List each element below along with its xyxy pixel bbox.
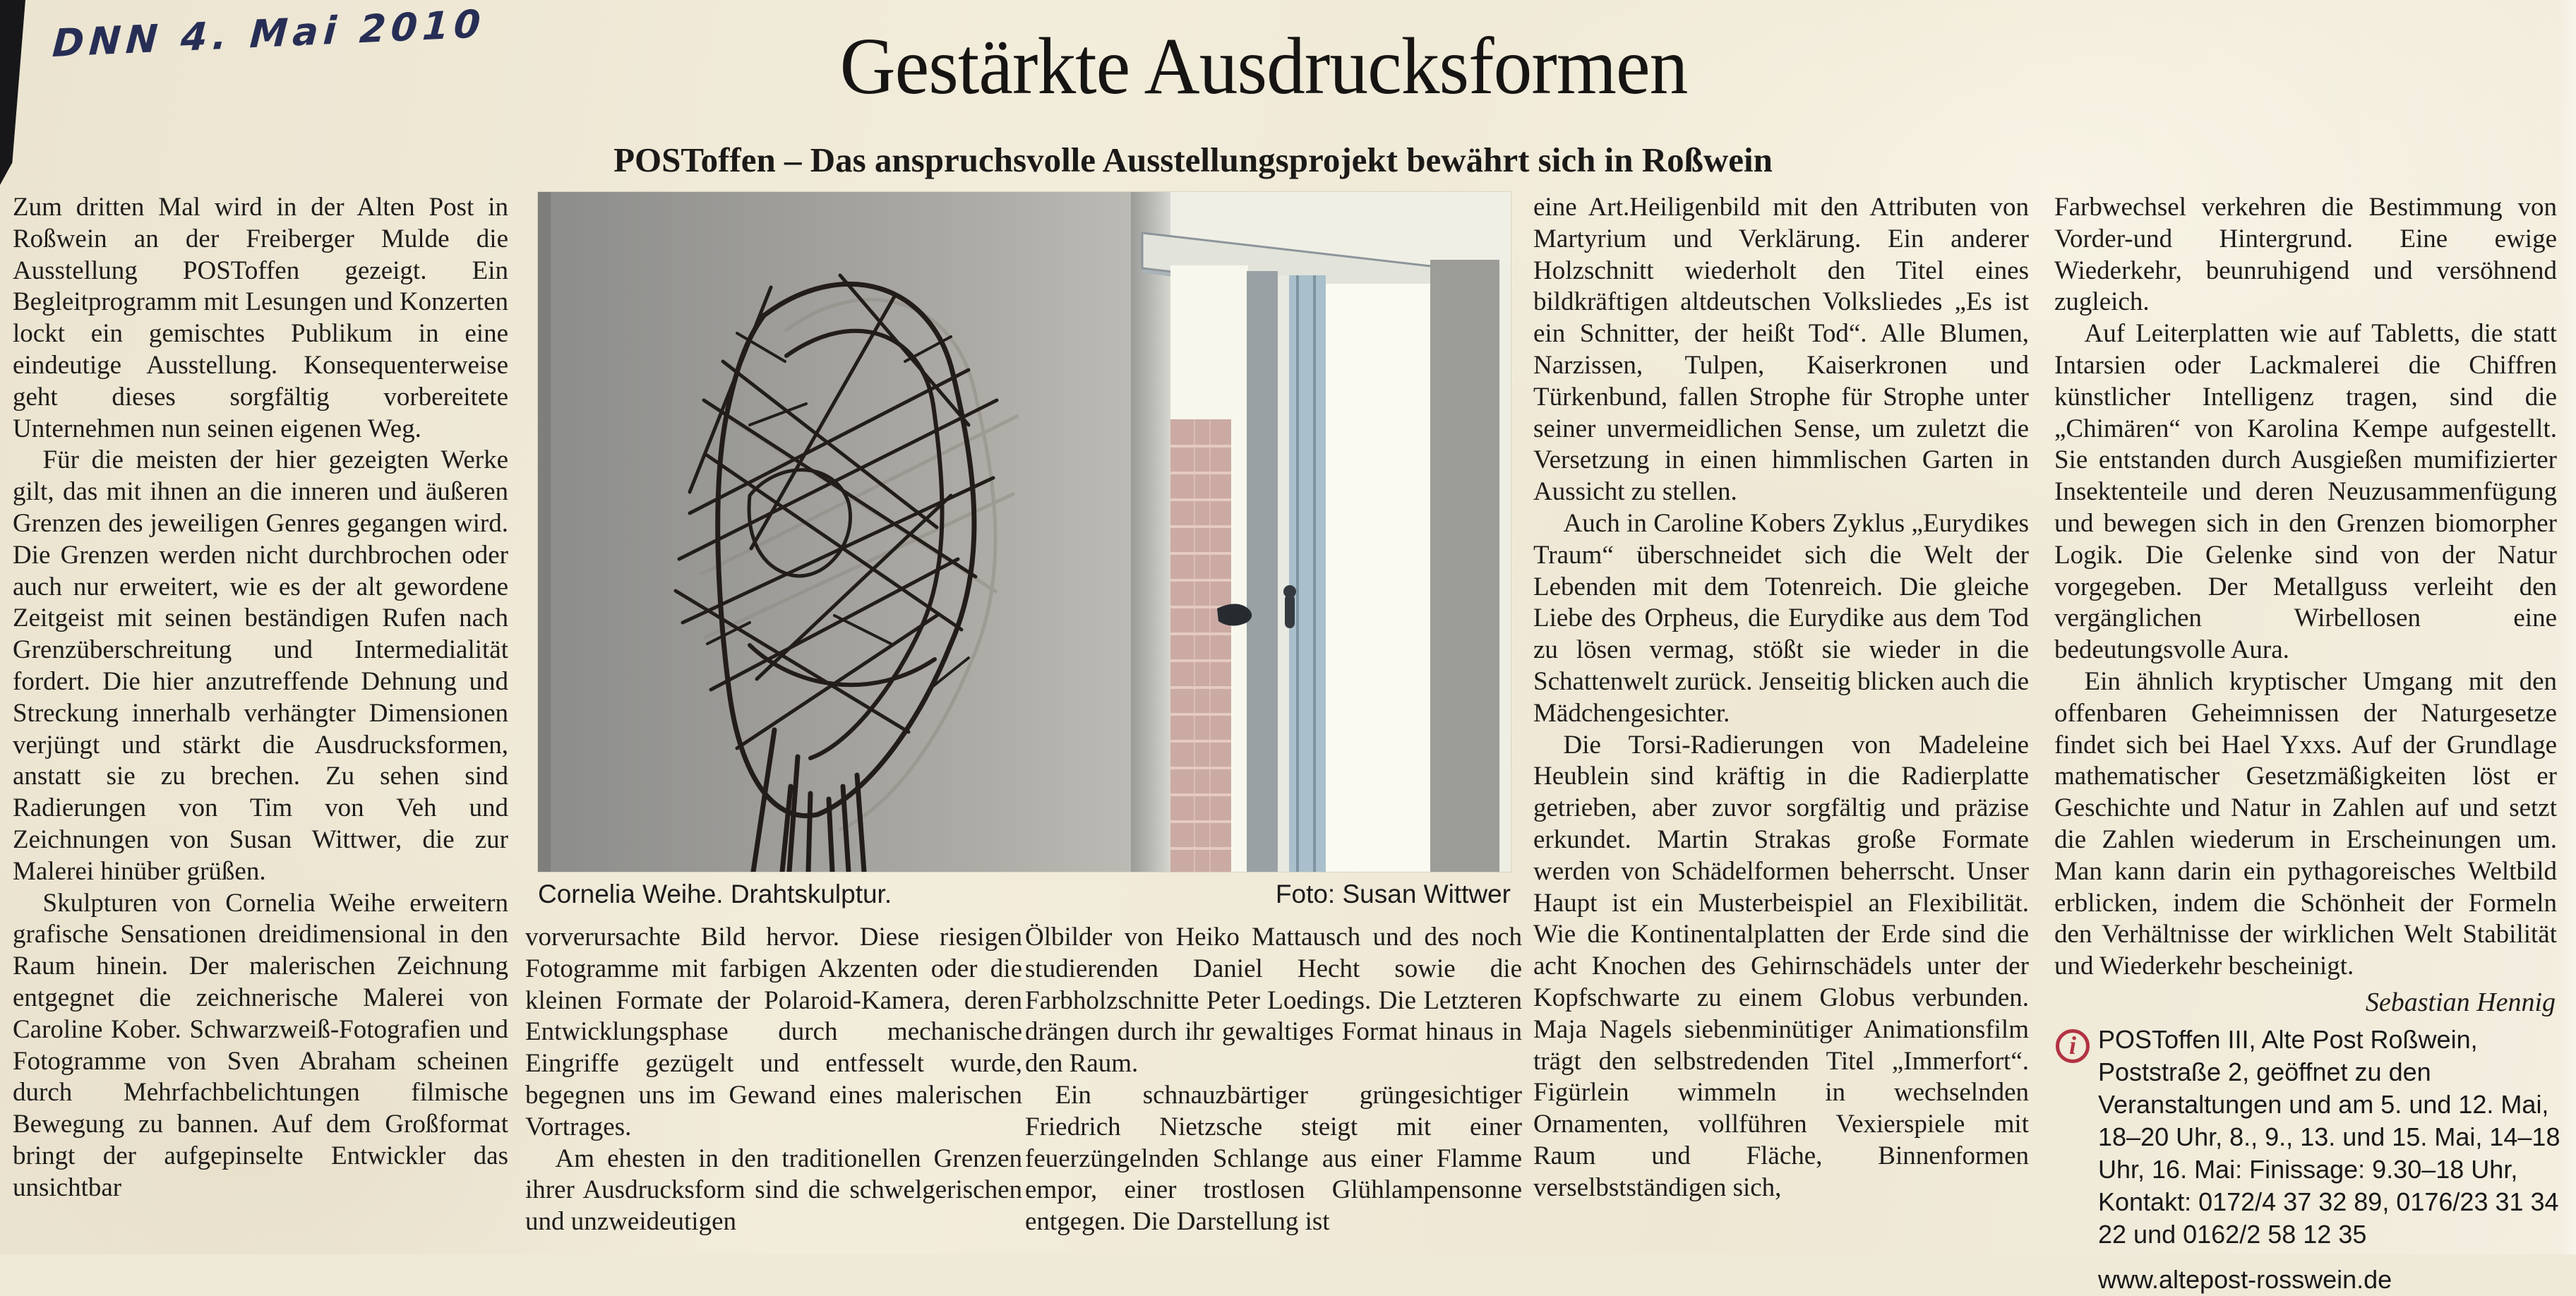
paragraph: Zum dritten Mal wird in der Alten Post in Roßwein an der Freiberger Mulde die Ausstellung POSToffen gezeigt. Ein Begleitprogramm mit Lesungen und Konzerten lockt ein gemischtes Publikum in eine eindeutige Ausstellung. Konsequenterweise geht dieses sorgfältig vorbereitete Unternehmen nun seinen eigenen Weg.: [13, 193, 508, 443]
paragraph: vorverursachte Bild hervor. Diese riesigen Fotogramme mit farbigen Akzenten oder die kleinen Formate der Polaroid-Kamera, deren Entwicklungsphase durch mechanische Eingriffe gezügelt und entfesselt wurde, begegnen uns im Gewand eines malerischen Vortrages.: [525, 923, 1022, 1141]
paragraph: Die Torsi-Radierungen von Madeleine Heublein sind kräftig in die Radierplatte getrieben, aber zuvor sorgfältig und präzise erkundet. Martin Strakas große Formate werden von Schädelformen beherrscht. Unser Haupt ist ein Musterbeispiel an Flexibilität. Wie die Kontinentalplatten der Erde sind die acht Knochen des Gehirnschädels unter der Kopfschwarte zu einem Globus verbunden. Maja Nagels siebenminütiger Animationsfilm trägt den selbstredenden Titel „Immerfort“. Figürlein wimmeln in wechselnden Ornamenten, vollführen Vexierspiele mit Raum und Fläche, Binnenformen verselbstständigen sich,: [1533, 730, 2029, 1202]
article-column-4: [1533, 192, 2029, 1237]
article-column-2: [525, 922, 1022, 1244]
exhibition-info-text: POSToffen III, Alte Post Roßwein, Poststraße 2, geöffnet zu den Veranstaltungen und am 5. und 12. Mai, 18–20 Uhr, 8., 9., 13. und 15. Mai, 14–18 Uhr, 16. Mai: Finissage: 9.30–18 Uhr, Kontakt: 0172/4 37 32 89, 0176/23 31 34 22 und 0162/2 58 12 35: [2098, 1025, 2560, 1249]
article-column-5: [2054, 192, 2557, 988]
paragraph: Am ehesten in den traditionellen Grenzen ihrer Ausdrucksform sind die schwelgerischen und unzweideutigen: [525, 1144, 1022, 1237]
info-icon: i: [2056, 1029, 2090, 1063]
paragraph: Ölbilder von Heiko Mattausch und des noch studierenden Daniel Hecht sowie die Farbholzschnitte Peter Loedings. Die Letzteren drängen durch ihr gewaltiges Format hinaus in den Raum.: [1025, 923, 1522, 1079]
article-column-3: [1025, 922, 1522, 1244]
paragraph: Farbwechsel verkehren die Bestimmung von Vorder-und Hintergrund. Eine ewige Wiederkehr, beunruhigend und versöhnend zugleich.: [2054, 193, 2557, 317]
brick-pillar: [1170, 419, 1231, 872]
paragraph: Ein schnauzbärtiger grüngesichtiger Friedrich Nietzsche steigt mit einer feuerzüngelnden Schlange aus einer Flamme empor, einer trostlosen Glühlampensonne entgegen. Die Darstellung ist: [1025, 1080, 1522, 1237]
photo-caption: Cornelia Weihe. Drahtskulptur.: [538, 880, 892, 908]
paragraph: Auch in Caroline Kobers Zyklus „Eurydikes Traum“ überschneidet sich die Welt der Lebenden mit dem Totenreich. Die gleiche Liebe des Orpheus, die Eurydike aus dem Tod zu lösen vermag, stößt sie wieder in die Schattenwelt zurück. Jenseitig blicken auch die Mädchengesichter.: [1533, 508, 2029, 728]
wire-sculpture-window-graphic: [538, 192, 1511, 872]
photo-credit: Foto: Susan Wittwer: [1275, 880, 1511, 908]
scan-corner-shadow: [0, 0, 44, 185]
handwritten-date-note: DNN 4. Mai 2010: [51, 1, 487, 66]
scan-edge: [2560, 0, 2576, 1254]
paragraph: eine Art.Heiligenbild mit den Attributen von Martyrium und Verklärung. Ein anderer Holzschnitt wiederholt den Titel eines bildkräftigen altdeutschen Volksliedes „Es ist ein Schnitter, der heißt Tod“. Alle Blumen, Narzissen, Tulpen, Kaiserkronen und Türkenbund, fallen Strophe für Strophe unter seiner unvermeidlichen Sense, um zuletzt die Versetzung in einen himmlischen Garten in Aussicht zu stellen.: [1533, 193, 2029, 507]
photo-caption-row: [538, 880, 1511, 909]
website-url: www.altepost-rosswein.de: [2098, 1265, 2392, 1294]
author-byline: Sebastian Hennig: [2365, 988, 2556, 1017]
article-headline: Gestärkte Ausdrucksformen: [839, 21, 1688, 111]
exhibition-info-box: [2056, 1024, 2561, 1296]
paragraph: Skulpturen von Cornelia Weihe erweitern grafische Sensationen dreidimensional in den Raum hinein. Der malerischen Zeichnung entgegnet die zeichnerische Malerei von Caroline Kober. Schwarzweiß-Fotografien und Fotogramme von Sven Abraham scheinen durch Mehrfachbelichtungen filmische Bewegung zu bannen. Auf dem Großformat bringt der aufgepinselte Entwickler das unsichtbar: [13, 888, 508, 1202]
paragraph: Für die meisten der hier gezeigten Werke gilt, das mit ihnen an die inneren und äußeren Grenzen des jeweiligen Genres gegangen wird. Die Grenzen werden nicht durchbrochen oder auch nur erweitert, wie es der alt gewordene Zeitgeist mit seinen beständigen Rufen nach Grenzüberschreitung und Intermedialität fordert. Die hier anzutreffende Dehnung und Streckung innerhalb verhängter Dimensionen verjüngt und stärkt die Ausdrucksformen, anstatt sie zu brechen. Zu sehen sind Radierungen von Tim von Veh und Zeichnungen von Susan Wittwer, die zur Malerei hinüber grüßen.: [13, 445, 508, 886]
exhibition-photo: [538, 192, 1511, 872]
paragraph: Ein ähnlich kryptischer Umgang mit den offenbaren Geheimnissen der Naturgesetze findet sich bei Hael Yxxs. Auf der Grundlage mathematischer Gesetzmäßigkeiten löst er Geschichte und Natur in Zahlen auf und setzt die Zahlen wiederum in Erscheinungen um. Man kann darin ein pythagoreisches Weltbild erblicken, indem die Schönheit der Formeln den Verhältnisse der wirklichen Welt Stabilität und Wiederkehr bescheinigt.: [2054, 666, 2557, 981]
paragraph: Auf Leiterplatten wie auf Tabletts, die statt Intarsien oder Lackmalerei die Chiffren künstlicher Intelligenz tragen, sind die „Chimären“ von Karolina Kempe aufgestellt. Sie entstanden durch Ausgießen mumifizierter Insektenteile und deren Neuzusammenfügung und bewegen sich in den Grenzen biomorpher Logik. Die Gelenke sind von der Natur vorgegeben. Der Metallguss verleiht den vergänglichen Wirbellosen eine bedeutungsvolle Aura.: [2054, 319, 2557, 665]
article-subheadline: POSToffen – Das anspruchsvolle Ausstellungsprojekt bewährt sich in Roßwein: [613, 140, 1773, 179]
article-column-1: [13, 192, 508, 1245]
